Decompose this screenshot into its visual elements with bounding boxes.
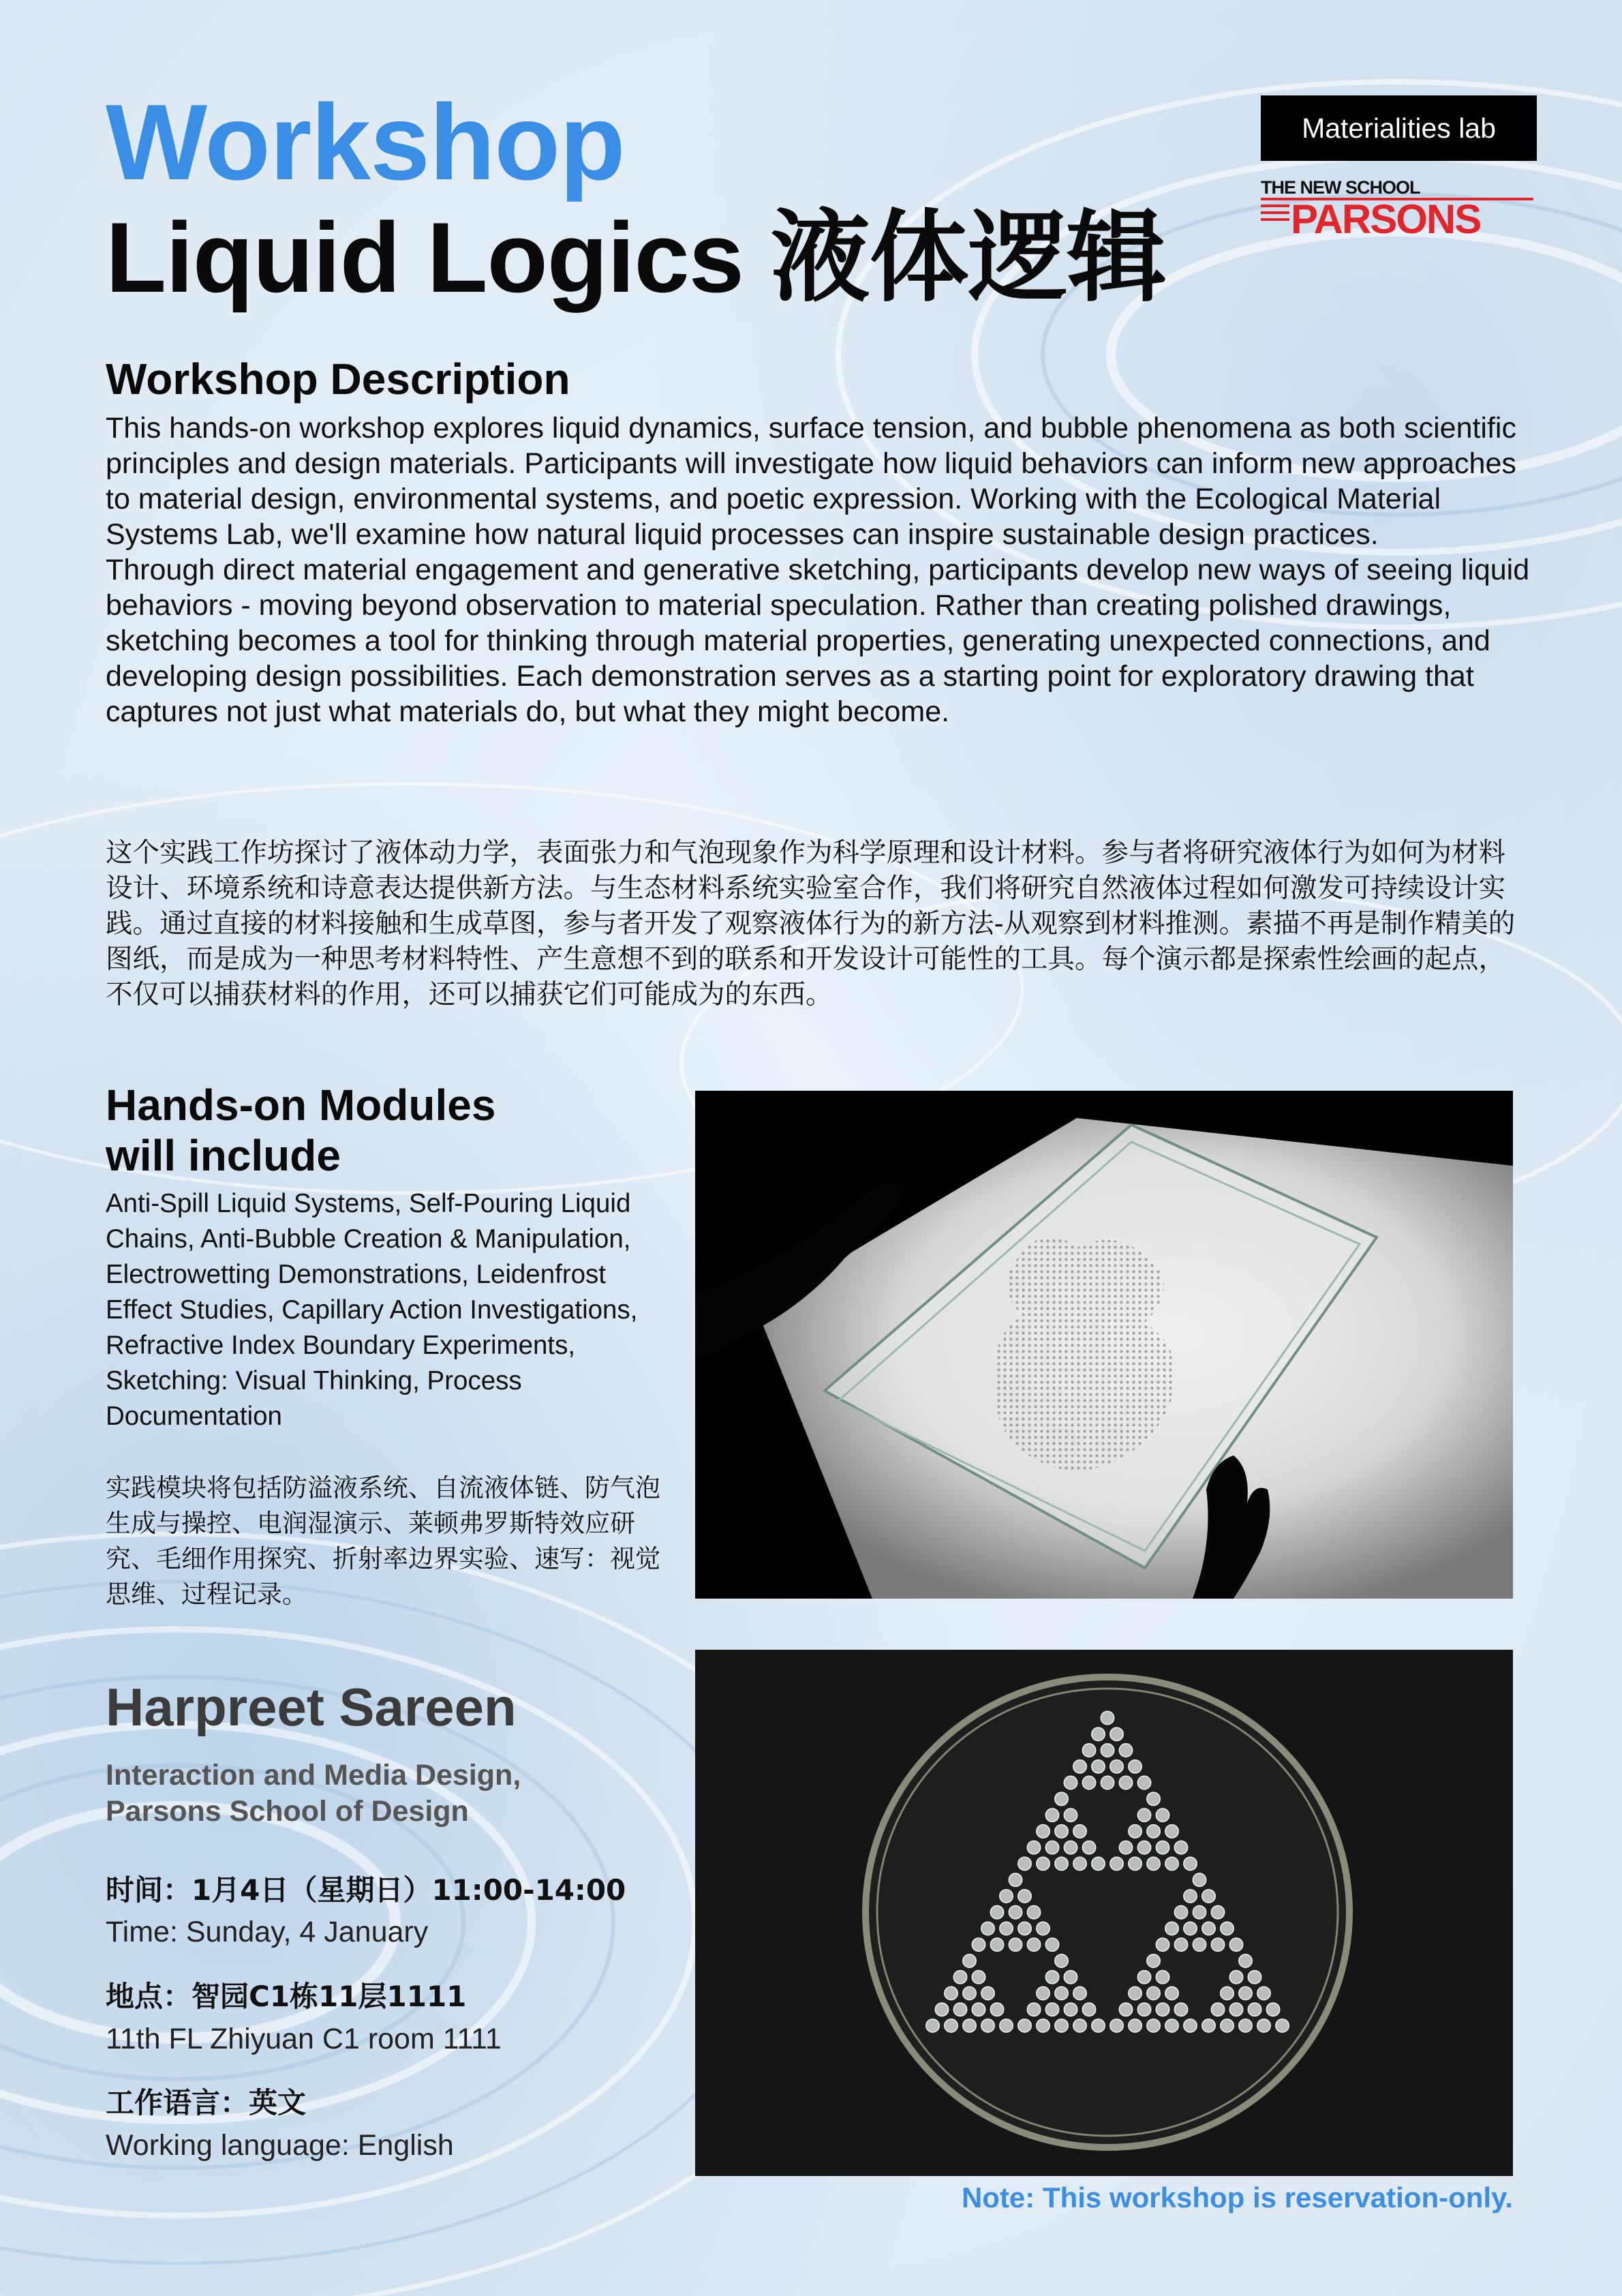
droplet bbox=[1174, 2003, 1187, 2016]
droplet bbox=[1248, 1971, 1261, 1984]
droplet bbox=[1101, 1776, 1114, 1789]
parsons-logo bbox=[1261, 179, 1533, 240]
droplet bbox=[1156, 1938, 1169, 1951]
droplet bbox=[1257, 2019, 1270, 2032]
droplet bbox=[1092, 2019, 1105, 2032]
modules-list-cn: 实践模块将包括防溢液系统、自流液体链、防气泡生成与操控、电润湿演示、莱顿弗罗斯特效应研究、毛细作用探究、折射率边界实验、速写：视觉思维、过程记录。 bbox=[106, 1473, 660, 1609]
time-en: Time: Sunday, 4 January bbox=[106, 1916, 429, 1948]
droplet bbox=[1110, 2019, 1123, 2032]
workshop-kicker: Workshop bbox=[106, 82, 625, 202]
instructor-name: Harpreet Sareen bbox=[106, 1677, 517, 1737]
droplet bbox=[1147, 1987, 1160, 1999]
droplet bbox=[1147, 1857, 1160, 1870]
droplet bbox=[1009, 1905, 1022, 1918]
droplet bbox=[1129, 2019, 1142, 2032]
droplet bbox=[990, 1938, 1003, 1951]
droplet bbox=[1009, 1873, 1022, 1886]
droplet bbox=[1027, 1841, 1040, 1854]
droplet bbox=[1073, 2019, 1086, 2032]
affiliation-line-2: Parsons School of Design bbox=[106, 1795, 469, 1828]
droplet bbox=[1129, 1857, 1142, 1870]
droplet bbox=[1137, 1841, 1150, 1854]
droplet bbox=[1165, 1825, 1178, 1838]
reservation-note: Note: This workshop is reservation-only. bbox=[961, 2181, 1513, 2214]
droplet bbox=[990, 2003, 1003, 2016]
droplet bbox=[1211, 1938, 1224, 1951]
droplet bbox=[1082, 1744, 1095, 1757]
droplet bbox=[1018, 2019, 1031, 2032]
droplet bbox=[972, 1971, 985, 1984]
page-title: Liquid Logics 液体逻辑 bbox=[106, 202, 1166, 313]
droplet bbox=[1221, 1987, 1234, 1999]
droplet bbox=[1147, 1954, 1160, 1967]
droplet bbox=[1147, 2019, 1160, 2032]
droplet bbox=[1027, 2003, 1040, 2016]
droplet bbox=[1156, 2003, 1169, 2016]
droplet bbox=[1045, 1841, 1058, 1854]
droplet bbox=[1055, 1987, 1068, 1999]
droplet bbox=[1147, 1792, 1160, 1805]
droplet bbox=[1064, 1971, 1077, 1984]
droplet bbox=[1009, 1938, 1022, 1951]
droplet bbox=[981, 1987, 994, 1999]
droplet bbox=[1147, 1825, 1160, 1838]
droplet bbox=[1257, 1987, 1270, 1999]
droplet bbox=[1064, 1809, 1077, 1822]
modules-list: Anti-Spill Liquid Systems, Self-Pouring Liquid Chains, Anti-Bubble Creation & Manipulation, Electrowetting Demonstrations, Leidenfrost Effect Studies, Capillary Action Investigations, Refractive Index Boundary Experiments, Sketching: Visual Thinking, Process Documentation bbox=[106, 1189, 638, 1431]
droplet bbox=[1276, 2019, 1289, 2032]
droplet bbox=[1092, 1760, 1105, 1773]
droplet bbox=[981, 1922, 994, 1935]
droplet bbox=[1055, 1857, 1068, 1870]
droplet bbox=[1174, 1841, 1187, 1854]
droplet bbox=[926, 2019, 939, 2032]
droplet bbox=[1045, 1971, 1058, 1984]
droplet bbox=[1045, 1938, 1058, 1951]
droplet bbox=[1137, 2003, 1150, 2016]
droplet bbox=[1055, 1792, 1068, 1805]
droplet bbox=[1110, 1727, 1123, 1740]
droplet bbox=[945, 1987, 958, 1999]
droplet bbox=[1037, 1987, 1050, 1999]
droplet bbox=[1037, 1857, 1050, 1870]
droplet bbox=[1037, 1922, 1050, 1935]
description-paragraph-2: Through direct material engagement and generative sketching, participants develop new ways of seeing liquid behaviors - moving beyond observation to material speculation. Rather than creating polished drawings, sketching becomes a tool for thinking through material properties, generating unexpected connections, and developing design possibilities. Each demonstration serves as a starting point for exploratory drawing that captures not just what materials do, but what they might become. bbox=[106, 554, 1530, 728]
droplet bbox=[1165, 1922, 1178, 1935]
materialities-lab-badge bbox=[1261, 95, 1537, 161]
location-en: 11th FL Zhiyuan C1 room 1111 bbox=[106, 2023, 502, 2055]
language-cn: 工作语言：英文 bbox=[106, 2086, 307, 2119]
droplet bbox=[1137, 1971, 1150, 1984]
droplet bbox=[1092, 1727, 1105, 1740]
droplet bbox=[1184, 1857, 1197, 1870]
droplet bbox=[1239, 1987, 1252, 1999]
droplet bbox=[953, 1971, 966, 1984]
droplet bbox=[935, 2003, 948, 2016]
droplet bbox=[1174, 1938, 1187, 1951]
droplet bbox=[990, 1905, 1003, 1918]
droplet bbox=[1018, 1857, 1031, 1870]
language-en: Working language: English bbox=[106, 2129, 454, 2162]
droplet bbox=[1174, 1905, 1187, 1918]
time-cn: 时间：1月4日（星期日）11:00-14:00 bbox=[106, 1873, 626, 1907]
droplet bbox=[1073, 1987, 1086, 1999]
droplet bbox=[1073, 1825, 1086, 1838]
droplet bbox=[1082, 1776, 1095, 1789]
droplet bbox=[1156, 1809, 1169, 1822]
droplet bbox=[1064, 1841, 1077, 1854]
droplet bbox=[1119, 1841, 1132, 1854]
droplet bbox=[1055, 1825, 1068, 1838]
droplet bbox=[1045, 1809, 1058, 1822]
droplet bbox=[1137, 1776, 1150, 1789]
droplet bbox=[1018, 1922, 1031, 1935]
droplet bbox=[1082, 1841, 1095, 1854]
droplet bbox=[1064, 2003, 1077, 2016]
droplet bbox=[1101, 1711, 1114, 1724]
droplet bbox=[1129, 1760, 1142, 1773]
droplet bbox=[1193, 1905, 1206, 1918]
droplet bbox=[1073, 1760, 1086, 1773]
droplet bbox=[1119, 1776, 1132, 1789]
droplet bbox=[1082, 2003, 1095, 2016]
description-heading: Workshop Description bbox=[106, 354, 570, 404]
droplet bbox=[1193, 1873, 1206, 1886]
description-paragraph-1: This hands-on workshop explores liquid dynamics, surface tension, and bubble phenomena as both scientific principles and design materials. Participants will investigate how liquid behaviors can inform new approaches to material design, environmental systems, and poetic expression. Working with the Ecological Material Systems Lab, we'll examine how natural liquid processes can inspire sustainable design practices. bbox=[106, 412, 1516, 551]
droplet bbox=[1202, 2019, 1215, 2032]
droplet bbox=[1064, 1776, 1077, 1789]
droplet bbox=[1165, 1987, 1178, 1999]
droplet bbox=[1229, 1938, 1242, 1951]
photo-glass-tank bbox=[695, 1091, 1513, 1599]
droplet bbox=[1000, 1922, 1013, 1935]
logo-line-parsons: PARSONS bbox=[1291, 196, 1481, 240]
droplet bbox=[1000, 2019, 1013, 2032]
affiliation-line-1: Interaction and Media Design, bbox=[106, 1759, 521, 1792]
droplet bbox=[963, 1987, 976, 1999]
droplet bbox=[981, 2019, 994, 2032]
droplet bbox=[1239, 2019, 1252, 2032]
droplet bbox=[1211, 1905, 1224, 1918]
droplet bbox=[1221, 1922, 1234, 1935]
droplet bbox=[945, 2019, 958, 2032]
droplet bbox=[1027, 1905, 1040, 1918]
droplet bbox=[1229, 1971, 1242, 1984]
droplet bbox=[1055, 2019, 1068, 2032]
droplet bbox=[1202, 1890, 1215, 1903]
logo-line-new-school: THE NEW SCHOOL bbox=[1261, 179, 1420, 198]
droplet bbox=[1110, 1857, 1123, 1870]
droplet bbox=[1018, 1890, 1031, 1903]
droplet bbox=[1202, 1922, 1215, 1935]
droplet bbox=[1045, 2003, 1058, 2016]
droplet bbox=[953, 2003, 966, 2016]
location-cn: 地点：智园C1栋11层1111 bbox=[106, 1980, 467, 2013]
droplet bbox=[1248, 2003, 1261, 2016]
droplet bbox=[1239, 1954, 1252, 1967]
droplet bbox=[1092, 1857, 1105, 1870]
droplet bbox=[1027, 1938, 1040, 1951]
droplet bbox=[1110, 1760, 1123, 1773]
droplet bbox=[1211, 2003, 1224, 2016]
droplet bbox=[1129, 1825, 1142, 1838]
droplet bbox=[1165, 2019, 1178, 2032]
droplet bbox=[1073, 1857, 1086, 1870]
modules-heading-line-1: Hands-on Modules bbox=[106, 1081, 496, 1130]
droplet bbox=[963, 1954, 976, 1967]
modules-heading bbox=[106, 1081, 664, 1181]
droplet bbox=[1184, 2019, 1197, 2032]
droplet bbox=[1055, 1954, 1068, 1967]
lab-badge-label: Materialities lab bbox=[1302, 112, 1496, 144]
droplet bbox=[1266, 2003, 1279, 2016]
droplet bbox=[972, 2003, 985, 2016]
droplet bbox=[1193, 1938, 1206, 1951]
droplet bbox=[1119, 2003, 1132, 2016]
droplet bbox=[1137, 1809, 1150, 1822]
photo-petri-dish bbox=[695, 1650, 1513, 2176]
droplet bbox=[1000, 1890, 1013, 1903]
droplet bbox=[1156, 1841, 1169, 1854]
droplet bbox=[1129, 1987, 1142, 1999]
droplet bbox=[1156, 1971, 1169, 1984]
droplet bbox=[1221, 2019, 1234, 2032]
description-paragraph-cn: 这个实践工作坊探讨了液体动力学，表面张力和气泡现象作为科学原理和设计材料。参与者将研究液体行为如何为材料设计、环境系统和诗意表达提供新方法。与生态材料系统实验室合作，我们将研究自然液体过程如何激发可持续设计实践。通过直接的材料接触和生成草图，参与者开发了观察液体行为的新方法-从观察到材料推测。素描不再是制作精美的图纸，而是成为一种思考材料特性、产生意想不到的联系和开发设计可能性的工具。每个演示都是探索性绘画的起点，不仅可以捕获材料的作用，还可以捕获它们可能成为的东西。 bbox=[106, 837, 1516, 1010]
droplet bbox=[1229, 2003, 1242, 2016]
droplet bbox=[972, 1938, 985, 1951]
droplet bbox=[1119, 1744, 1132, 1757]
droplet bbox=[1037, 2019, 1050, 2032]
modules-heading-line-2: will include bbox=[106, 1130, 341, 1180]
droplet bbox=[1165, 1857, 1178, 1870]
description-body bbox=[106, 410, 1530, 729]
droplet bbox=[1101, 1744, 1114, 1757]
droplet bbox=[1037, 1825, 1050, 1838]
instructor-affiliation bbox=[106, 1757, 664, 1830]
droplet bbox=[1184, 1890, 1197, 1903]
droplet bbox=[963, 2019, 976, 2032]
droplet bbox=[1184, 1922, 1197, 1935]
